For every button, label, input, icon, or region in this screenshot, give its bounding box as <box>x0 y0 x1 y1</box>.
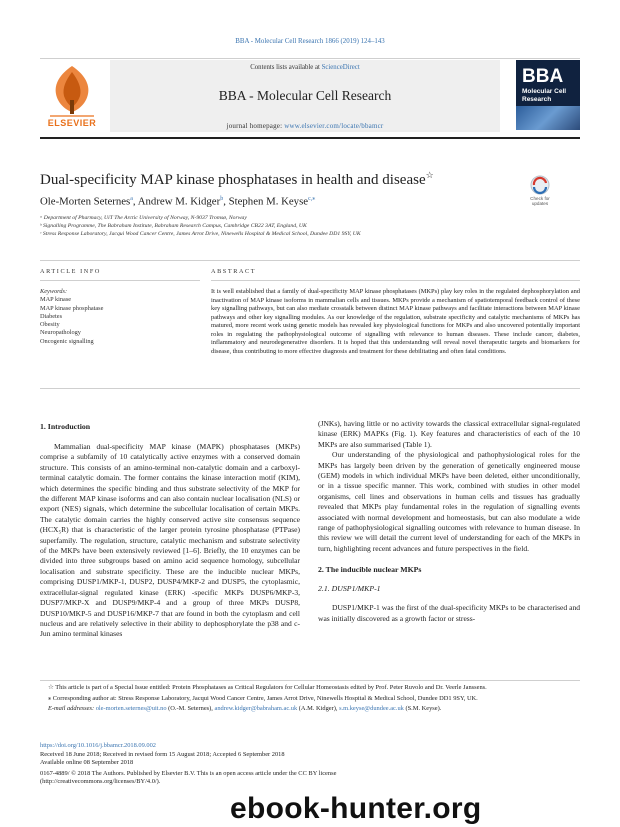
affiliation: ᵇ Signalling Programme, The Babraham Institute, Babraham Research Campus, Cambridge CB22 3AT, England, UK <box>40 222 307 229</box>
author-name[interactable]: Stephen M. Keyse <box>228 195 309 208</box>
special-issue-footnote: ☆ This article is part of a Special Issue entitled: Protein Phosphatases as Critical Regulators for Cellular Homeostasis edited by Prof. Peter Ruvolo and Dr. Veerle Janssens. <box>48 684 487 691</box>
author-list <box>40 195 315 208</box>
author-name[interactable]: Andrew M. Kidger <box>137 195 221 208</box>
homepage-prefix: journal homepage: <box>226 122 283 130</box>
title-footnote-mark[interactable]: ☆ <box>425 170 434 180</box>
left-column <box>40 422 300 640</box>
right-column <box>318 419 580 624</box>
corresponding-author-footnote: ⁎ Corresponding author at: Stress Response Laboratory, Jacqui Wood Cancer Centre, James Arrot Drive, Ninewells Hospital & Medical School, Dundee DD1 9SY, UK. <box>48 694 478 702</box>
cover-subtitle: Molecular Cell Research <box>522 88 567 103</box>
affiliation: ᵃ Department of Pharmacy, UiT The Arctic University of Norway, N-9037 Tromsø, Norway <box>40 215 247 221</box>
keywords-block <box>40 288 103 346</box>
email-link[interactable]: andrew.kidger@babraham.ac.uk <box>214 705 298 712</box>
section-2-1-heading: 2.1. DUSP1/MKP-1 <box>318 584 381 594</box>
introduction-paragraph-continued: (JNKs), having little or no activity towards the classical extracellular signal-regulated kinase (ERK) MAPKs (Fig. 1). Key features and characteristics of each of the 10 MKPs are also summarised (Table 1). <box>318 419 580 449</box>
affiliation: ᶜ Stress Response Laboratory, Jacqui Wood Cancer Centre, James Arrot Drive, Ninewells Hospital & Medical School, Dundee DD1 9SY, UK <box>40 230 361 237</box>
watermark-text: ebook-hunter.org <box>230 792 482 825</box>
cover-title: BBA <box>522 66 564 87</box>
keyword: Diabetes <box>40 312 63 320</box>
email-owner: (O.-M. Seternes), <box>168 705 213 712</box>
abstract-text: It is well established that a family of dual-specificity MAP kinase phosphatases (MKPs) play key roles in the regulated dephosphorylation and inactivation of MAP kinase isoforms in mammalian cells and tissues. MKPs provide a mechanism of spatiotemporal feedback control of these key signalling pathways, but can also mediate crosstalk between distinct MAP kinase pathways and facilitate interactions between MAP kinase pathways and other key signalling modules. As our knowledge of the regulation, substrate specificity and catalytic mechanisms of MKPs has matured, more recent work using genetic models has revealed key physiological functions for MKPs and also uncovered potentially important roles in regulating the pathophysiological outcome of signalling with relevance to human diseases. These include cancer, diabetes, inflammatory and neurodegenerative disorders. It is hoped that this understanding will reveal novel therapeutic targets and biomarkers for disease, thus contributing to more effective diagnosis and treatment for these debilitating and often fatal conditions. <box>211 288 580 355</box>
article-info-heading: ARTICLE INFO <box>40 268 101 275</box>
abstract-bottom-rule <box>40 388 580 389</box>
abstract-heading-rule <box>211 280 580 281</box>
article-title-text: Dual-specificity MAP kinase phosphatases in health and disease <box>40 172 426 188</box>
introduction-heading: 1. Introduction <box>40 422 91 431</box>
email-link[interactable]: ole-morten.seternes@uit.no <box>95 705 167 712</box>
header-bottom-rule <box>40 137 580 139</box>
check-for-updates-button[interactable] <box>519 174 561 206</box>
keyword: Oncogenic signalling <box>40 337 94 345</box>
check-updates-icon <box>519 174 561 196</box>
abstract-heading: ABSTRACT <box>211 268 257 275</box>
section-2-heading: 2. The inducible nuclear MKPs <box>318 565 422 575</box>
email-owner: (S.M. Keyse). <box>405 705 442 712</box>
header-top-divider <box>40 58 580 59</box>
elsevier-logo <box>40 60 104 132</box>
keyword: MAP kinase <box>40 296 72 304</box>
introduction-paragraph: Mammalian dual-specificity MAP kinase (MAPK) phosphatases (MKPs) comprise a subfamily of 10 catalytically active enzymes with a conserved domain structure. This consists of an amino-terminal non-catalytic domain and a carboxyl-terminal catalytic domain. The former contains the kinase interaction motif (KIM), which determines the specific binding and thus substrate selectivity of the MKP for the different MAP kinase isoforms and can also contain nuclear localisation (NLS) or export (NES) signals, which determine the subcellular localisation of certain MKPs. The catalytic domain carries the highly conserved active site consensus sequence (HCX₅R) that is characteristic of the larger protein tyrosine phosphatase (PTPase) superfamily. The regulation, structure, catalytic mechanism and substrate selectivity of the MKPs have been extensively reviewed [1–6]. Briefly, the 10 enzymes can be divided into three subgroups based on amino acid sequence homology, subcellular localisation and substrate specificity. These are the inducible nuclear MKPs, comprising DUSP1/MKP-1, DUSP2, DUSP4/MKP-2 and DUSP5, the cytoplasmic, extracellular-signal regulated kinase (ERK) -specific MKPs DUSP6/MKP-3, DUSP7/MKP-X and DUSP9/MKP-4 and a group of three MKPs DUSP8, DUSP10/MKP-5 and DUSP16/MKP-7 that are found in both the cytoplasm and cell nucleus and are relatively selective in their ability to dephosphorylate the p38 and c-Jun amino terminal kinases <box>40 442 300 639</box>
footnote-divider <box>40 680 580 681</box>
license-url[interactable]: (http://creativecommons.org/licenses/BY/4.0/). <box>40 778 161 785</box>
email-label: E-mail addresses: <box>48 705 95 712</box>
contents-line <box>110 64 500 71</box>
journal-reference-link[interactable]: BBA - Molecular Cell Research 1866 (2019) 124–143 <box>235 38 385 45</box>
journal-homepage <box>110 122 500 130</box>
keyword: Obesity <box>40 321 60 329</box>
article-info-heading-rule <box>40 280 200 281</box>
doi-link[interactable]: https://doi.org/10.1016/j.bbamcr.2018.09.002 <box>40 742 156 749</box>
journal-title: BBA - Molecular Cell Research <box>218 88 392 103</box>
email-owner: (A.M. Kidger), <box>298 705 338 712</box>
author-affiliation-mark[interactable]: a <box>130 196 133 202</box>
author-affiliation-mark[interactable]: b <box>220 196 224 202</box>
keyword: MAP kinase phosphatase <box>40 304 104 312</box>
email-footnote <box>40 705 580 714</box>
sciencedirect-link[interactable]: ScienceDirect <box>321 64 360 71</box>
keywords-label: Keywords: <box>40 288 68 295</box>
affiliation-list <box>40 215 361 239</box>
introduction-paragraph: Our understanding of the physiological and pathophysiological roles for the MKPs has largely been driven by the generation of genetically engineered mouse (GEM) models in which individual MKPs have been deleted, either unconditionally, or in a tissue specific manner. This work, combined with studies in other model organisms, cell lines and observations in human cells and tissues has gradually revealed that MKPs play fundamental roles in the regulation of signalling events associated with normal development and homeostasis, but can also modulate a wide range of pathophysiological signalling outcomes with relevance to human disease. In this review we will detail the current level of understanding for each of the MKPs in turn, highlighting recent advances and future perspectives in the field. <box>318 450 580 553</box>
author-separator: , <box>132 195 138 208</box>
homepage-link[interactable]: www.elsevier.com/locate/bbamcr <box>284 122 384 130</box>
author-affiliation-mark[interactable]: c,⁎ <box>308 196 316 202</box>
article-title <box>40 170 434 189</box>
article-info-top-rule <box>40 260 580 261</box>
section-2-1-paragraph: DUSP1/MKP-1 was the first of the dual-specificity MKPs to be characterised and was initially discovered as a growth factor or stress- <box>318 603 580 623</box>
elsevier-logo-text: ELSEVIER <box>47 118 97 128</box>
contents-prefix: Contents lists available at <box>250 64 320 71</box>
journal-cover-image <box>516 60 580 130</box>
available-online-date: Available online 08 September 2018 <box>40 759 134 766</box>
publication-footer <box>40 742 580 787</box>
author-separator: , <box>223 195 229 208</box>
footnotes <box>40 684 580 714</box>
email-link[interactable]: s.m.keyse@dundee.ac.uk <box>339 705 404 712</box>
author-name[interactable]: Ole-Morten Seternes <box>40 195 131 208</box>
license-statement: 0167-4889/ © 2018 The Authors. Published by Elsevier B.V. This is an open access article under the CC BY license <box>40 769 337 777</box>
received-dates: Received 18 June 2018; Received in revised form 15 August 2018; Accepted 6 September 2018 <box>40 750 285 758</box>
cover-art <box>516 106 580 130</box>
check-updates-label: Check for updates <box>530 196 550 206</box>
keyword: Neuropathology <box>40 329 81 337</box>
